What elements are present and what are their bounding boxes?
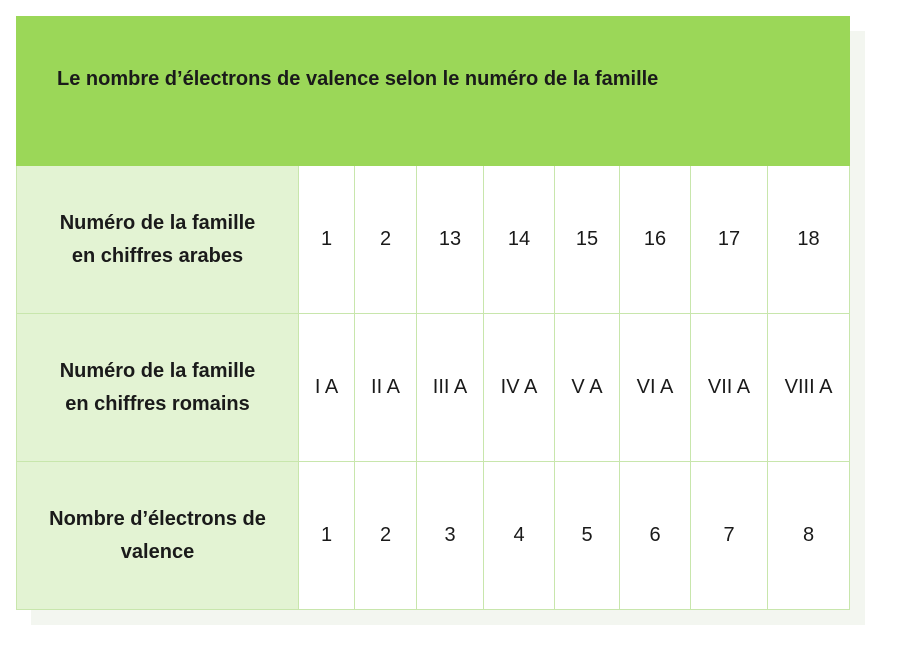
row-header-line: valence — [120, 540, 195, 563]
valence-table — [16, 16, 850, 610]
row-header-roman — [17, 314, 299, 462]
table-title — [17, 17, 850, 166]
table-cell: VIII A — [768, 314, 850, 462]
table-cell: 8 — [768, 462, 850, 610]
table-cell: 3 — [417, 462, 484, 610]
table-cell: II A — [355, 314, 417, 462]
row-header-line: en chiffres romains — [65, 392, 250, 415]
table-title-text: Le nombre d’électrons de valence selon le numéro de la famille — [57, 67, 659, 90]
row-header-valence — [17, 462, 299, 610]
table-cell: 17 — [691, 166, 768, 314]
table-cell: 2 — [355, 462, 417, 610]
table-row-valence — [17, 462, 850, 610]
table-cell: 18 — [768, 166, 850, 314]
table-cell: VII A — [691, 314, 768, 462]
table-cell: 16 — [620, 166, 691, 314]
table-cell: I A — [299, 314, 355, 462]
table-row-arabic — [17, 166, 850, 314]
table-cell: 5 — [555, 462, 620, 610]
valence-table-container — [16, 16, 850, 610]
row-header-line: Numéro de la famille — [59, 211, 256, 234]
row-header-line: Numéro de la famille — [59, 359, 256, 382]
row-header-line: Nombre d’électrons de — [49, 507, 266, 530]
table-cell: 13 — [417, 166, 484, 314]
row-header-arabic — [17, 166, 299, 314]
table-cell: IV A — [484, 314, 555, 462]
table-cell: 1 — [299, 166, 355, 314]
table-cell: 7 — [691, 462, 768, 610]
table-cell: 2 — [355, 166, 417, 314]
table-cell: 6 — [620, 462, 691, 610]
table-cell: V A — [555, 314, 620, 462]
table-cell: 15 — [555, 166, 620, 314]
table-cell: 4 — [484, 462, 555, 610]
table-cell: 14 — [484, 166, 555, 314]
table-cell: VI A — [620, 314, 691, 462]
table-cell: III A — [417, 314, 484, 462]
row-header-line: en chiffres arabes — [71, 244, 244, 267]
table-row-roman — [17, 314, 850, 462]
table-cell: 1 — [299, 462, 355, 610]
